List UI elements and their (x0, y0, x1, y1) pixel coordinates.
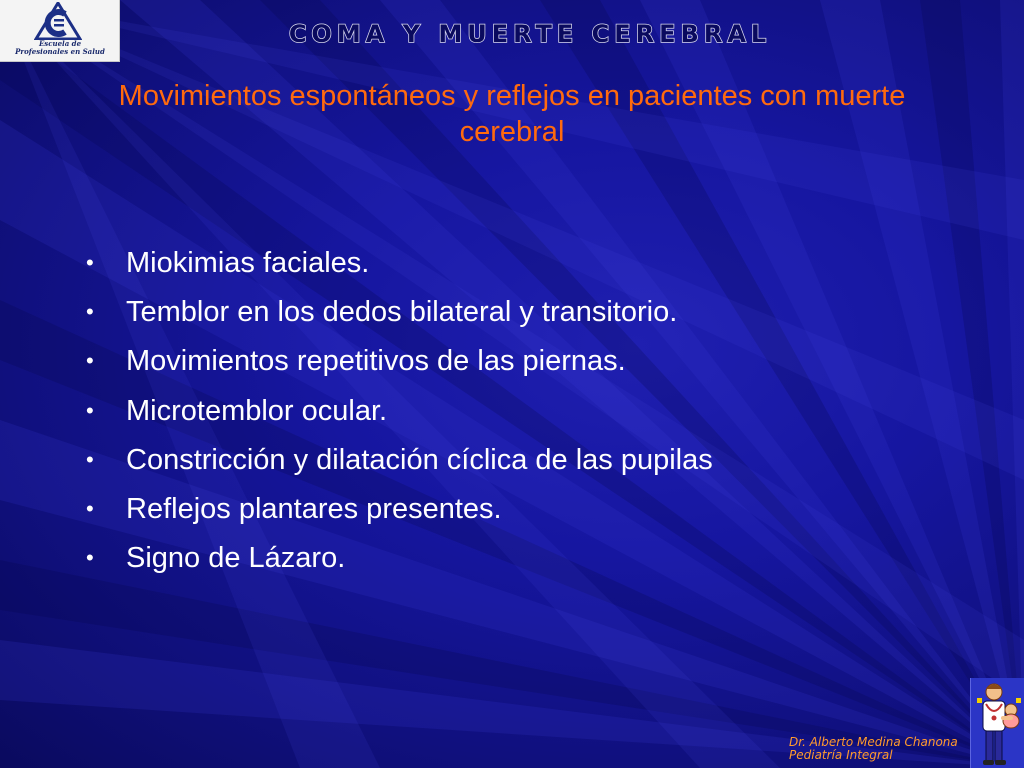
bullet-text: Temblor en los dedos bilateral y transitorio. (126, 296, 678, 329)
bullet-text: Miokimias faciales. (126, 247, 370, 279)
bullet-icon: • (86, 397, 94, 423)
school-logo-text (4, 40, 116, 56)
bullet-text: Signo de Lázaro. (126, 542, 346, 575)
bullet-icon: • (86, 250, 94, 275)
author-name: Dr. Alberto Medina Chanona (789, 735, 958, 749)
bullet-text: Microtemblor ocular. (126, 394, 388, 427)
presentation-header-title: COMA Y MUERTE CEREBRAL (288, 20, 772, 48)
bullet-text: Constricción y dilatación cíclica de las pupilas (126, 443, 713, 476)
pediatrician-clipart (970, 678, 1024, 768)
author-credit (789, 736, 958, 762)
bullet-icon: • (86, 545, 94, 571)
bullet-text: Movimientos repetitivos de las piernas. (126, 345, 626, 378)
bullet-icon: • (86, 495, 94, 521)
slide-title: Movimientos espontáneos y reflejos en pacientes con muerte cerebral (118, 80, 906, 148)
bullet-icon: • (86, 299, 94, 325)
bullet-icon: • (86, 446, 94, 472)
school-logo-icon (34, 2, 82, 40)
bullet-text: Reflejos plantares presentes. (126, 492, 502, 525)
school-logo-line2: Profesionales en Salud (15, 47, 105, 56)
school-logo-line1: Escuela de (38, 39, 82, 48)
doctor-holding-baby-icon (971, 678, 1024, 768)
school-logo (0, 0, 120, 62)
author-subtitle: Pediatría Integral (789, 748, 893, 762)
bullet-icon: • (86, 348, 94, 374)
